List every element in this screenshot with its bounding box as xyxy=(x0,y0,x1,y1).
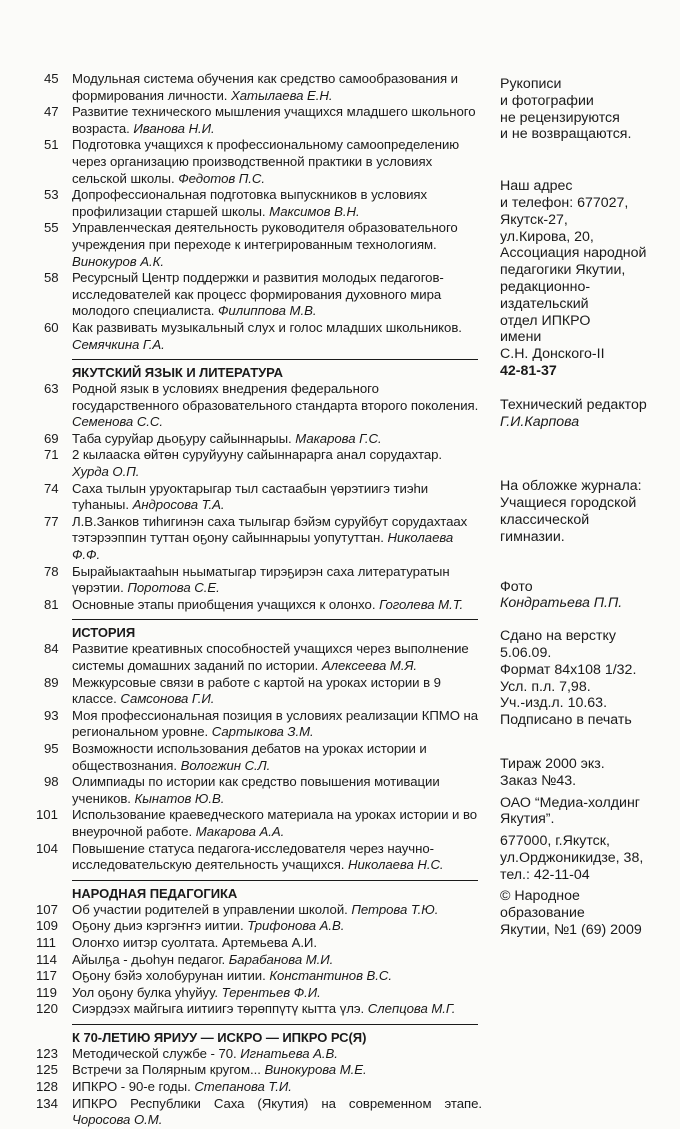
article-author: Константинов В.С. xyxy=(269,968,392,984)
section-title: ЯКУТСКИЙ ЯЗЫК И ЛИТЕРАТУРА xyxy=(72,365,283,381)
contents-entry xyxy=(44,137,482,187)
article-title: Управленческая деятельность руководителя образовательного учреждения при переходе к интегрированным технологиям. xyxy=(72,220,458,252)
contents-section xyxy=(44,360,482,613)
article-title: Олоҥхо иитэр суолтата. Артемьева А.И. xyxy=(72,934,317,950)
printer-address xyxy=(500,833,675,883)
entry-text xyxy=(72,841,482,874)
entry-text xyxy=(72,952,482,969)
article-title: Оҕону дьиэ кэргэҥҥэ иитии. xyxy=(72,918,244,934)
contents-entry xyxy=(44,708,482,741)
contents-entry xyxy=(36,1001,482,1018)
article-author: Андросова Т.А. xyxy=(132,497,225,513)
contents-entry xyxy=(44,641,482,674)
copyright-line: Якутии, №1 (69) 2009 xyxy=(500,922,642,939)
article-title: Использование краеведческого материала на уроках истории и во внеурочной работе. xyxy=(72,807,478,839)
notice-line: и фотографии xyxy=(500,92,594,109)
article-title: Допрофессиональная подготовка выпускников в условиях профилизации старшей школы. xyxy=(72,187,428,219)
photo-label: Фото xyxy=(500,578,533,595)
page-number: 47 xyxy=(44,104,59,120)
contents-entry xyxy=(36,918,482,935)
entry-text xyxy=(72,741,482,774)
article-title: Айылҕа - дьоһун педагог. xyxy=(72,951,226,967)
contents-entry xyxy=(36,984,482,1002)
print-info-line: Усл. п.л. 7,98. xyxy=(500,678,591,695)
page-number: 71 xyxy=(44,447,59,463)
contents-entry xyxy=(36,1045,482,1063)
page-number: 63 xyxy=(44,381,59,397)
page-number: 58 xyxy=(44,270,59,286)
contents-entry xyxy=(44,675,482,708)
print-info-line: Сдано на верстку xyxy=(500,628,616,645)
article-author: Николаева Ф.Ф. xyxy=(72,530,454,563)
contents-entry xyxy=(36,1079,482,1096)
page-number: 111 xyxy=(36,934,56,950)
page-number: 98 xyxy=(44,774,59,790)
article-title: Повышение статуса педагога-исследователя через научно-исследовательскую деятельность учащихся. xyxy=(72,840,434,873)
article-author: Слепцова М.Г. xyxy=(367,1001,456,1017)
article-author: Степанова Т.И. xyxy=(194,1079,292,1095)
page-number: 104 xyxy=(36,840,58,856)
article-title: ИПКРО - 90-е годы. xyxy=(72,1079,191,1095)
page-number: 89 xyxy=(44,674,59,690)
address-line: отдел ИПКРО xyxy=(500,312,591,329)
article-title: Межкурсовые связи в работе с картой на уроках истории в 9 классе. xyxy=(72,674,441,707)
section-title: К 70-ЛЕТИЮ ЯРИУУ — ИСКРО — ИПКРО РС(Я) xyxy=(72,1029,367,1045)
print-details xyxy=(500,628,675,729)
tech-editor-name: Г.И.Карпова xyxy=(500,413,580,430)
entry-text xyxy=(72,918,482,935)
entry-text xyxy=(72,270,482,320)
copyright-line: © Народное xyxy=(500,888,580,905)
entry-text xyxy=(72,1079,482,1096)
contents-sections xyxy=(36,360,482,1129)
entry-text xyxy=(72,381,482,431)
article-title: Модульная система обучения как средство самообразования и формирования личности. xyxy=(72,71,458,103)
address-line: Якутск-27, xyxy=(500,211,568,228)
address-line: имени xyxy=(500,329,542,346)
entry-text xyxy=(72,1046,482,1063)
entry-text xyxy=(72,137,482,187)
article-title: Развитие технического мышления учащихся младшего школьного возраста. xyxy=(72,104,476,136)
address-line: С.Н. Донского-II xyxy=(500,346,605,363)
article-author: Алексеева М.Я. xyxy=(321,658,417,673)
tech-editor-label: Технический редактор xyxy=(500,396,647,413)
printer-line: Якутия”. xyxy=(500,811,555,828)
print-info-line: 5.06.09. xyxy=(500,644,552,661)
contents-entry xyxy=(44,431,482,448)
print-info-line: Формат 84x108 1/32. xyxy=(500,661,637,678)
article-author: Винокуров А.К. xyxy=(72,253,164,269)
notice-line: и не возвращаются. xyxy=(500,126,632,143)
print-info-line: Подписано в печать xyxy=(500,712,632,729)
entry-text xyxy=(72,320,482,353)
photo-credit: Кондратьева П.П. xyxy=(500,595,623,612)
article-title: ИПКРО Республики Саха (Якутия) на современном этапе. xyxy=(72,1095,482,1111)
article-author: Хурда О.П. xyxy=(72,464,140,480)
page-number: 123 xyxy=(36,1045,58,1061)
article-title: Уол оҕону булка уһуйуу. xyxy=(72,984,218,1000)
address-line: ул.Кирова, 20, xyxy=(500,228,594,245)
page-number: 107 xyxy=(36,901,58,917)
article-title: Олимпиады по истории как средство повышения мотивации учеников. xyxy=(72,774,440,806)
article-title: Саха тылын уруоктарыгар тыл састаабын үөрэтиигэ тиэһи туһаныы. xyxy=(72,480,429,513)
contents-entry xyxy=(44,381,482,431)
cover-caption xyxy=(500,478,675,545)
article-author: Петрова Т.Ю. xyxy=(351,901,439,917)
section-title: ИСТОРИЯ xyxy=(72,625,136,641)
article-author: Игнатьева А.В. xyxy=(240,1045,338,1061)
page-number: 134 xyxy=(36,1095,58,1111)
article-title: Моя профессиональная позиция в условиях реализации КПМО на региональном уровне. xyxy=(72,707,479,740)
article-author: Поротова С.Е. xyxy=(127,580,220,596)
entry-text xyxy=(72,187,482,220)
contents-entry xyxy=(44,564,482,597)
contents-entry xyxy=(44,774,482,807)
cover-caption-line: гимназии. xyxy=(500,528,565,545)
page-number: 51 xyxy=(44,137,59,153)
contents-entry xyxy=(44,320,482,353)
article-author: Самсонова Г.И. xyxy=(120,691,215,707)
article-title: Оҕону бэйэ холобурунан иитии. xyxy=(72,968,266,984)
article-author: Барабанова М.И. xyxy=(228,951,334,967)
article-author: Винокурова М.Е. xyxy=(264,1062,367,1078)
copyright-line: образование xyxy=(500,905,585,922)
cover-caption-line: На обложке журнала: xyxy=(500,478,642,495)
entry-text xyxy=(72,104,482,137)
article-title: Л.В.Занков тиһигинэн саха тылыгар бэйэм суруйбут сорудахтаах тэтэрээппин туттан оҕону сайыннарыы уопутуттан. xyxy=(72,513,468,546)
contents-entry xyxy=(36,968,482,985)
contents-entry xyxy=(36,840,482,874)
entry-text xyxy=(72,431,482,448)
article-title: Об участии родителей в управлении школой. xyxy=(72,901,348,917)
entry-text xyxy=(72,902,482,919)
article-author: Николаева Н.С. xyxy=(348,857,444,873)
article-author: Филиппова М.В. xyxy=(218,303,317,319)
article-author: Кынатов Ю.В. xyxy=(134,790,225,806)
page-number: 95 xyxy=(44,740,59,756)
entry-text xyxy=(72,481,482,514)
address-line: и телефон: 677027, xyxy=(500,194,629,211)
page-number: 84 xyxy=(44,641,59,657)
page-number: 69 xyxy=(44,430,59,446)
contents-entry xyxy=(44,741,482,774)
page-number: 128 xyxy=(36,1079,58,1095)
contents-section xyxy=(36,620,482,873)
printer-address-line: тел.: 42-11-04 xyxy=(500,866,590,883)
article-title: Сиэрдээх майгыга иитиигэ төрөппүтү кытта үлэ. xyxy=(72,1001,365,1017)
print-info-line: Уч.-изд.л. 10.63. xyxy=(500,695,608,712)
contents-entry xyxy=(44,187,482,220)
printer-name xyxy=(500,795,675,829)
entry-text xyxy=(72,985,482,1002)
article-title: Возможности использования дебатов на уроках истории и обществознания. xyxy=(72,740,427,773)
contents-entry xyxy=(44,104,482,137)
printer-line: ОАО “Медиа-холдинг xyxy=(500,794,640,811)
contents-entry xyxy=(36,901,482,919)
page-number: 77 xyxy=(44,513,59,529)
contents-entry xyxy=(36,1062,482,1079)
article-title: Развитие креативных способностей учащихся через выполнение системы домашних заданий по истории. xyxy=(72,641,469,673)
print-run-line: Заказ №43. xyxy=(500,772,577,789)
page-number: 109 xyxy=(36,918,58,934)
article-author: Федотов П.С. xyxy=(178,170,266,186)
article-author: Макарова А.А. xyxy=(195,823,285,839)
editorial-phone: 42-81-37 xyxy=(500,362,557,379)
page-number: 117 xyxy=(36,968,57,984)
manuscripts-notice xyxy=(500,76,675,143)
contents-entry xyxy=(44,270,482,320)
contents-intro-list xyxy=(44,71,482,353)
notice-line: не рецензируются xyxy=(500,109,620,126)
article-author: Иванова Н.И. xyxy=(133,120,215,136)
entry-text xyxy=(72,447,482,480)
article-author: Вологжин С.Л. xyxy=(180,757,271,773)
contents-entry xyxy=(44,597,482,614)
article-title: Ресурсный Центр поддержки и развития молодых педагогов-исследователей как процесс формирования духовного мира молодого специалиста. xyxy=(72,270,444,319)
page-number: 93 xyxy=(44,707,59,723)
page-number: 53 xyxy=(44,187,59,203)
article-author: Максимов В.Н. xyxy=(269,203,360,219)
contents-entry xyxy=(44,220,482,270)
contents-entry xyxy=(36,951,482,969)
article-author: Хатылаева Е.Н. xyxy=(231,87,333,103)
page-number: 74 xyxy=(44,480,59,496)
entry-text xyxy=(72,708,482,741)
article-title: 2 кылааска өйтөн суруйууну сайыннарарга анал сорудахтар. xyxy=(72,447,443,463)
article-title: Родной язык в условиях внедрения федерального государственного образовательного стандарта второго поколения. xyxy=(72,381,479,413)
article-title: Подготовка учащихся к профессиональному самоопределению через организацию производственной практики в условиях сельской школы. xyxy=(72,137,460,186)
section-title: НАРОДНАЯ ПЕДАГОГИКА xyxy=(72,885,238,901)
contents-section xyxy=(36,881,482,1018)
page-number: 119 xyxy=(36,984,57,1000)
contents-entry xyxy=(36,807,482,840)
entry-text xyxy=(72,641,482,674)
article-author: Трифонова А.В. xyxy=(247,918,345,934)
contents-section xyxy=(36,1025,482,1129)
printer-address-line: ул.Орджоникидзе, 38, xyxy=(500,849,644,866)
article-author: Терентьев Ф.И. xyxy=(221,984,321,1000)
article-title: Методической службе - 70. xyxy=(72,1045,237,1061)
entry-text xyxy=(72,774,482,807)
entry-text xyxy=(72,71,482,104)
printer-address-line: 677000, г.Якутск, xyxy=(500,833,610,850)
article-title: Встречи за Полярным кругом... xyxy=(72,1062,261,1078)
print-run-line: Тираж 2000 экз. xyxy=(500,755,605,772)
article-title: Как развивать музыкальный слух и голос младших школьников. xyxy=(72,319,462,335)
article-title: Бырайыактааһын ньыматыгар тирэҕирэн саха литературатын үөрэтии. xyxy=(72,563,450,596)
article-author: Чоросова О.М. xyxy=(72,1112,163,1128)
page-number: 101 xyxy=(36,807,58,823)
entry-text xyxy=(72,1096,482,1129)
article-author: Семенова С.С. xyxy=(72,414,163,430)
address-line: редакционно- xyxy=(500,278,591,295)
cover-caption-line: классической xyxy=(500,511,590,528)
address-line: Наш адрес xyxy=(500,178,573,195)
address-line: издательский xyxy=(500,295,589,312)
address-line: педагогики Якутии, xyxy=(500,262,626,279)
article-author: Макарова Г.С. xyxy=(295,430,382,446)
page-number: 60 xyxy=(44,319,59,335)
page-number: 120 xyxy=(36,1001,58,1017)
entry-text xyxy=(72,597,482,614)
entry-text xyxy=(72,968,482,985)
entry-text xyxy=(72,220,482,270)
article-author: Сартыкова З.М. xyxy=(211,724,314,740)
page-number: 81 xyxy=(44,596,59,612)
table-of-contents xyxy=(36,71,482,1129)
article-author: Гоголева М.Т. xyxy=(379,596,464,612)
page-number: 55 xyxy=(44,220,59,236)
notice-line: Рукописи xyxy=(500,76,562,92)
copyright-notice xyxy=(500,888,675,938)
page-number: 125 xyxy=(36,1062,58,1078)
contents-entry xyxy=(44,514,482,564)
page-number: 45 xyxy=(44,71,59,86)
entry-text xyxy=(72,514,482,564)
article-title: Основные этапы приобщения учащихся к олонхо. xyxy=(72,596,376,612)
address-line: Ассоциация народной xyxy=(500,245,647,262)
print-run xyxy=(500,756,675,790)
entry-text xyxy=(72,807,482,840)
entry-text xyxy=(72,564,482,597)
article-author: Семячкина Г.А. xyxy=(72,336,165,352)
page-number: 114 xyxy=(36,951,57,967)
entry-text xyxy=(72,1001,482,1018)
cover-caption-line: Учащиеся городской xyxy=(500,495,637,512)
contents-entry xyxy=(44,447,482,480)
entry-text xyxy=(72,675,482,708)
article-title: Таба суруйар дьоҕуру сайыннарыы. xyxy=(72,430,292,446)
imprint-column xyxy=(500,76,675,939)
page-number: 78 xyxy=(44,563,59,579)
entry-text xyxy=(72,1062,482,1079)
contents-entry xyxy=(36,1095,482,1129)
contents-entry xyxy=(36,934,482,952)
contents-entry xyxy=(44,71,482,104)
editorial-address xyxy=(500,178,675,363)
contents-entry xyxy=(44,481,482,514)
entry-text xyxy=(72,935,482,952)
